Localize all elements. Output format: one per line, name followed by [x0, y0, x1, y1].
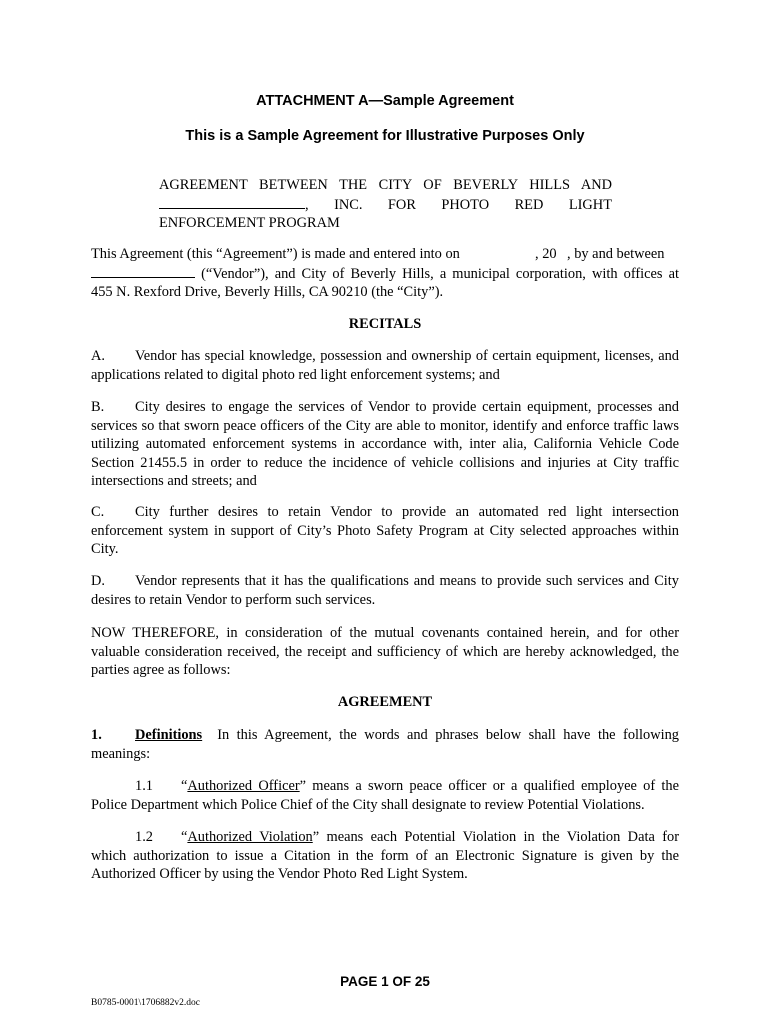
recitals-heading: RECITALS [348, 316, 422, 332]
definition-1-1: 1.1 “Authorized Officer” means a sworn peace officer or a qualified employee of the Police Department which Police Chief of the City shall designate to review Potential Violations. [91, 778, 679, 813]
definitions-title: Definitions [135, 727, 203, 743]
vendor-name-blank [159, 195, 305, 209]
attachment-title: ATTACHMENT A—Sample Agreement [256, 93, 514, 109]
agreement-title-line1: AGREEMENT BETWEEN THE CITY OF BEVERLY HILLS AND [159, 177, 612, 193]
recital-c: C. City further desires to retain Vendor to provide an automated red light intersection enforcement system in support of City’s Photo Safety Program at City selected approaches within City. [91, 504, 679, 557]
agreement-title-line2: , INC. FOR PHOTO RED LIGHT [159, 195, 612, 215]
authorized-officer-term: Authorized Officer [187, 778, 300, 794]
vendor-blank [91, 264, 195, 278]
agreement-title-line3: ENFORCEMENT PROGRAM [159, 215, 340, 231]
recital-a: A. Vendor has special knowledge, possession and ownership of certain equipment, licenses, and applications related to digital photo red light enforcement systems; and [91, 348, 679, 383]
now-therefore-paragraph: NOW THEREFORE, in consideration of the mutual covenants contained herein, and for other valuable consideration received, the receipt and sufficiency of which are hereby acknowledged, the parties agree as follows: [91, 625, 679, 678]
recital-b: B. City desires to engage the services of Vendor to provide certain equipment, processes and services so that sworn peace officers of the City are able to monitor, identify and enforce traffic laws utilizing automated enforcement systems in accordance with, inter alia, California Vehicle Code Section 21455.5 in order to reduce the incidence of vehicle collisions and injuries at City traffic intersections and streets; and [91, 399, 679, 489]
section-1-definitions: 1. Definitions In this Agreement, the words and phrases below shall have the following meanings: [91, 727, 679, 762]
agreement-heading: AGREEMENT [337, 694, 433, 710]
definition-1-2: 1.2 “Authorized Violation” means each Potential Violation in the Violation Data for which authorization to issue a Citation in the form of an Electronic Signature is given by the Authorized Officer by using the Vendor Photo Red Light System. [91, 829, 680, 882]
intro-paragraph: This Agreement (this “Agreement”) is made and entered into on , 20 , by and between (“Vendor”), and City of Beverly Hills, a municipal corporation, with offices at 455 N. Rexford Drive, Beverly Hills, CA 90210 (the “City”). [91, 246, 679, 300]
document-id: B0785-0001\1706882v2.doc [91, 998, 200, 1008]
agreement-title [159, 176, 612, 233]
recital-d: D. Vendor represents that it has the qualifications and means to provide such services and City desires to retain Vendor to perform such services. [91, 573, 679, 608]
page-number: PAGE 1 OF 25 [340, 974, 430, 989]
sample-notice: This is a Sample Agreement for Illustrative Purposes Only [185, 128, 585, 144]
authorized-violation-term: Authorized Violation [187, 829, 313, 845]
